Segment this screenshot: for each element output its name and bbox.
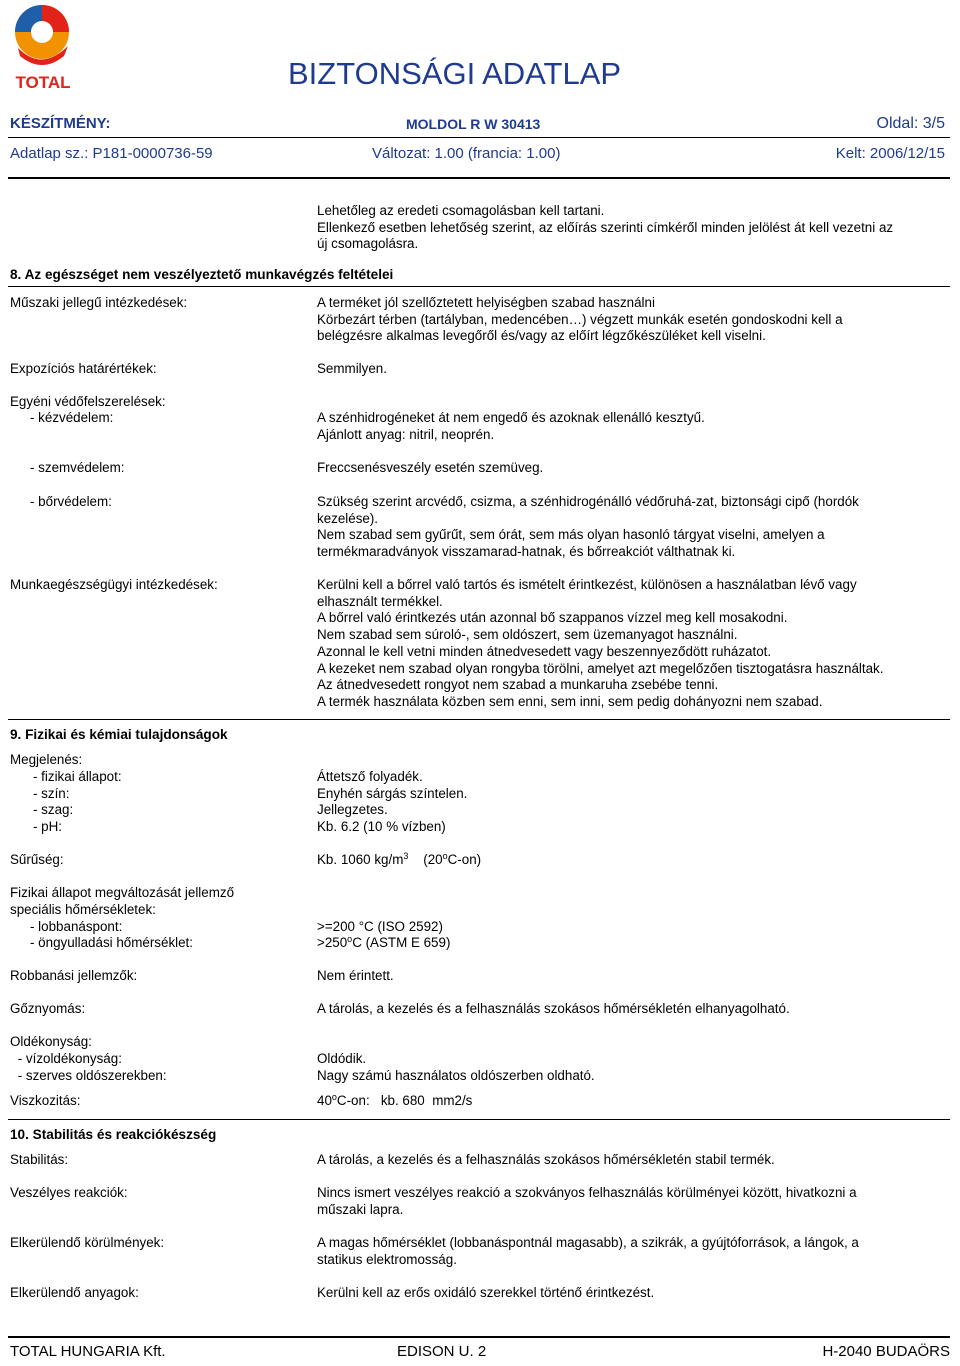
text-line: statikus elektromosság. [317, 1251, 457, 1267]
text-line: Nem szabad sem súroló-, sem oldószert, sem üzemanyagot használni. [317, 627, 738, 643]
viscosity-label: Viszkozitás: [10, 1093, 81, 1108]
state-label: - fizikai állapot: [33, 769, 122, 784]
exposure-value: Semmilyen. [317, 361, 387, 376]
ph-value: Kb. 6.2 (10 % vízben) [317, 819, 446, 834]
version: Változat: 1.00 (francia: 1.00) [372, 145, 561, 162]
section-10-rule [8, 1119, 950, 1120]
intro-line: új csomagolásra. [317, 236, 419, 252]
hand-label: - kézvédelem: [30, 410, 114, 425]
text-part: >250 [317, 935, 348, 950]
water-solubility-label: - vízoldékonyság: [14, 1051, 122, 1066]
section-8-rule [8, 286, 950, 287]
section-9-rule [8, 719, 950, 720]
density-value [317, 852, 947, 869]
reactions-label: Veszélyes reakciók: [10, 1185, 128, 1200]
text-line: A terméket jól szellőztetett helyiségben szabad használni [317, 295, 655, 310]
ppe-label: Egyéni védőfelszerelések: [10, 394, 166, 409]
organic-solubility-value: Nagy számú használatos oldószerben oldható. [317, 1068, 595, 1083]
text-line: A szénhidrogéneket át nem engedő és azoknak ellenálló kesztyű. [317, 410, 705, 425]
conditions-label: Elkerülendő körülmények: [10, 1235, 165, 1250]
conditions-value [317, 1235, 947, 1268]
footer-rule [8, 1336, 950, 1338]
text-part: (20 [423, 852, 443, 867]
text-part: C-on: kb. 680 mm2/s [336, 1093, 473, 1108]
sheet-number: Adatlap sz.: P181-0000736-59 [10, 145, 213, 162]
materials-value: Kerülni kell az erős oxidáló szerekkel történő érintkezést. [317, 1285, 655, 1300]
product-name: MOLDOL R W 30413 [406, 116, 541, 132]
text-line: Az átnedvesedett rongyot nem szabad a munkaruha zsebébe tenni. [317, 677, 719, 693]
text-line: Szükség szerint arcvédő, csizma, a szénhidrogénálló védőruhá-zat, biztonsági cipő (hordók [317, 494, 859, 509]
degree-sign: o [331, 1092, 337, 1102]
technical-label: Műszaki jellegű intézkedések: [10, 295, 188, 310]
vapour-label: Gőznyomás: [10, 1001, 86, 1016]
degree-sign: o [347, 934, 353, 944]
text-line: belégzésre alkalmas levegőről és/vagy az előírt légzőkészüléket kell viselni. [317, 328, 766, 344]
flash-value: >=200 °C (ISO 2592) [317, 919, 443, 934]
vapour-value: A tárolás, a kezelés és a felhasználás szokásos hőmérsékletén elhanyagolható. [317, 1001, 790, 1016]
odor-value: Jellegzetes. [317, 802, 388, 817]
total-logo [8, 2, 78, 94]
temperatures-label [10, 885, 234, 918]
text-line: A termék használata közben sem enni, sem inni, sem pedig dohányozni nem szabad. [317, 693, 823, 709]
skin-label: - bőrvédelem: [30, 494, 112, 509]
technical-value [317, 295, 947, 345]
page-number: Oldal: 3/5 [876, 115, 945, 132]
explosive-value: Nem érintett. [317, 968, 394, 983]
ignition-label: - öngyulladási hőmérséklet: [30, 935, 194, 950]
state-value: Áttetsző folyadék. [317, 769, 423, 784]
stability-label: Stabilitás: [10, 1152, 69, 1167]
explosive-label: Robbanási jellemzők: [10, 968, 138, 983]
footer-company: TOTAL HUNGARIA Kft. [10, 1343, 166, 1360]
section-9-title: 9. Fizikai és kémiai tulajdonságok [10, 727, 228, 742]
color-label: - szín: [33, 786, 70, 801]
text-line: A kezeket nem szabad olyan rongyba törölni, amelyet azt megelőzően tisztogatásra használtak. [317, 660, 884, 676]
text-line: A magas hőmérséklet (lobbanáspontnál magasabb), a szikrák, a gyújtóforrások, a lángok, a [317, 1235, 859, 1250]
text-line: kezelése). [317, 510, 379, 526]
intro-line: Lehetőleg az eredeti csomagolásban kell tartani. [317, 203, 605, 218]
section-8-title: 8. Az egészséget nem veszélyeztető munkavégzés feltételei [10, 267, 394, 282]
exposure-label: Expozíciós határértékek: [10, 361, 157, 376]
footer-street: EDISON U. 2 [397, 1343, 487, 1360]
text-line: Ajánlott anyag: nitril, neoprén. [317, 426, 495, 442]
text-line: Azonnal le kell vetni minden átnedvesedett vagy beszennyeződött ruházatot. [317, 643, 772, 659]
svg-text:TOTAL: TOTAL [15, 73, 71, 92]
stability-value: A tárolás, a kezelés és a felhasználás szokásos hőmérsékletén stabil termék. [317, 1152, 775, 1167]
product-label: KÉSZÍTMÉNY: [10, 115, 111, 132]
intro-line: Ellenkező esetben lehetőség szerint, az előírás szerinti címkéről minden jelölést át kell vezetni az [317, 219, 894, 235]
text-part: C-on) [447, 852, 482, 867]
water-solubility-value: Oldódik. [317, 1051, 367, 1066]
text-line: Fizikai állapot megváltozását jellemző [10, 885, 235, 900]
appearance-label: Megjelenés: [10, 752, 83, 767]
text-line: Körbezárt térben (tartályban, medencében…) végzett munkák esetén gondoskodni kell a [317, 311, 843, 327]
text-line: műszaki lapra. [317, 1201, 404, 1217]
hygiene-label: Munkaegészségügyi intézkedések: [10, 577, 218, 592]
text-part: 40 [317, 1093, 332, 1108]
section-10-title: 10. Stabilitás és reakciókészség [10, 1127, 217, 1142]
viscosity-value [317, 1093, 947, 1110]
text-line: Kerülni kell a bőrrel való tartós és ismételt érintkezést, különösen a használatban lévő vagy [317, 577, 857, 592]
text-part: Kb. 1060 kg/m [317, 852, 404, 867]
flash-label: - lobbanáspont: [30, 919, 123, 934]
header-rule-2 [8, 177, 950, 179]
intro-text [317, 203, 947, 253]
reactions-value [317, 1185, 947, 1218]
text-line: speciális hőmérsékletek: [10, 901, 156, 917]
header-rule-1 [8, 137, 950, 138]
text-part: C (ASTM E 659) [352, 935, 451, 950]
degree-sign: o [442, 851, 448, 861]
organic-solubility-label: - szerves oldószerekben: [14, 1068, 167, 1083]
hand-value [317, 410, 947, 443]
ph-label: - pH: [33, 819, 63, 834]
text-line: Nincs ismert veszélyes reakció a szokványos felhasználás körülményei között, hivatkozni a [317, 1185, 857, 1200]
solubility-label: Oldékonyság: [10, 1034, 92, 1049]
text-line: elhasznált termékkel. [317, 593, 443, 609]
materials-label: Elkerülendő anyagok: [10, 1285, 139, 1300]
document-title: BIZTONSÁGI ADATLAP [288, 56, 622, 91]
odor-label: - szag: [33, 802, 74, 817]
text-line: Nem szabad sem gyűrűt, sem órát, sem más olyan hasonló tárgyat viselni, amelyen a [317, 527, 825, 543]
issue-date: Kelt: 2006/12/15 [835, 145, 945, 162]
footer-city: H-2040 BUDAÖRS [822, 1343, 950, 1360]
skin-value [317, 494, 947, 561]
color-value: Enyhén sárgás színtelen. [317, 786, 468, 801]
text-line: termékmaradványok visszamarad-hatnak, és bőrreakciót válthatnak ki. [317, 544, 736, 560]
superscript: 3 [403, 851, 409, 861]
text-line: A bőrrel való érintkezés után azonnal bő szappanos vízzel meg kell mosakodni. [317, 610, 788, 626]
density-label: Sűrűség: [10, 852, 64, 867]
hygiene-value [317, 577, 947, 711]
eye-value: Freccsenésveszély esetén szemüveg. [317, 460, 544, 475]
ignition-value [317, 935, 947, 952]
eye-label: - szemvédelem: [30, 460, 125, 475]
